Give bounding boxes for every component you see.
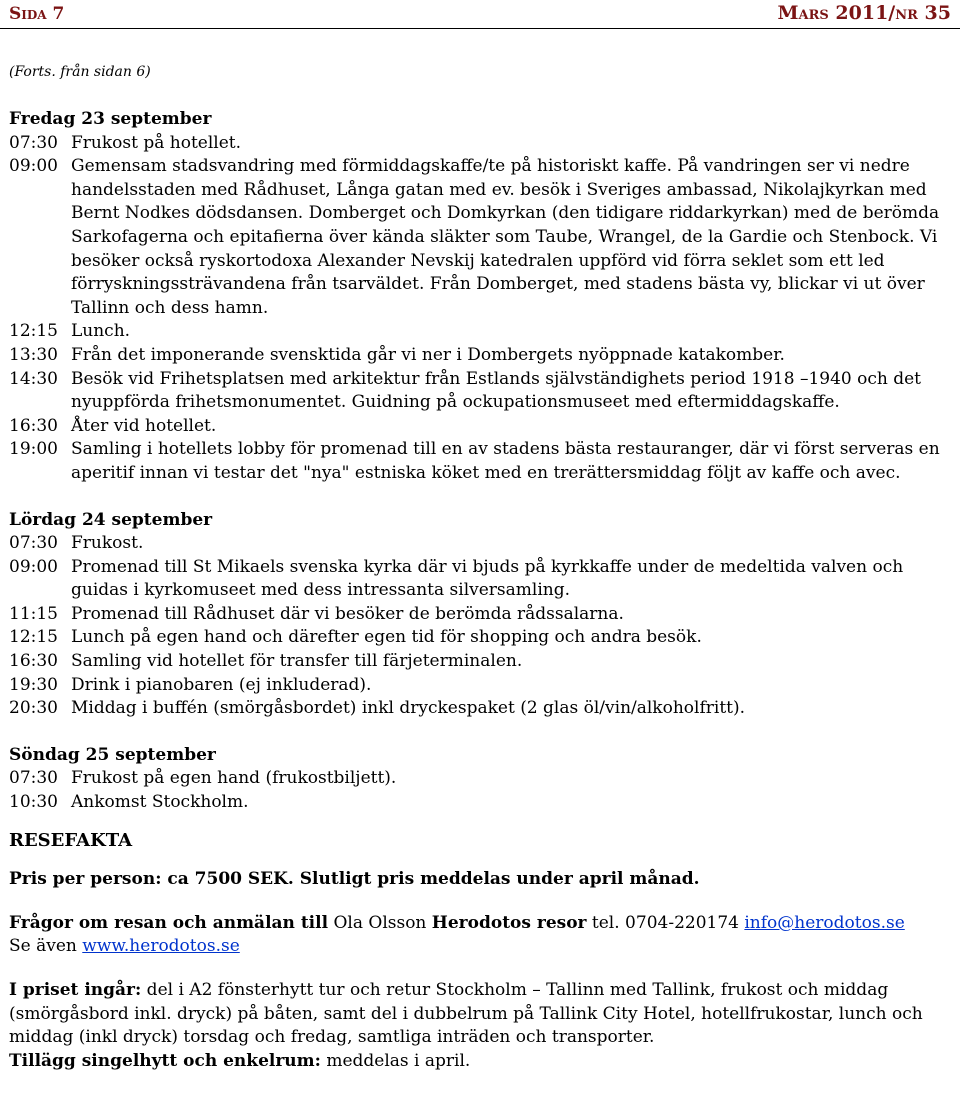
schedule-time: 20:30: [9, 698, 58, 719]
continuation-note: (Forts. från sidan 6): [9, 64, 151, 80]
schedule-row: [9, 767, 949, 791]
page-number: Sida 7: [9, 4, 65, 24]
included-paragraph: [9, 979, 949, 1050]
contact-org: Herodotos resor: [431, 912, 587, 933]
schedule-time: 14:30: [9, 368, 58, 389]
schedule-row: [9, 438, 949, 485]
included-label: I priset ingår:: [9, 980, 142, 1000]
schedule-time: 10:30: [9, 792, 58, 813]
contact-name: Ola Olsson: [328, 912, 432, 933]
schedule-text: Frukost på egen hand (frukostbiljett).: [71, 768, 397, 789]
schedule-text: Från det imponerande svensktida går vi ner i Dombergets nyöppnade katakomber.: [71, 344, 785, 365]
spacer: [9, 486, 949, 509]
schedule-row: [9, 626, 949, 650]
supplement-paragraph: [9, 1050, 949, 1074]
schedule-text: Åter vid hotellet.: [71, 415, 217, 436]
schedule-row: [9, 650, 949, 674]
schedule-time: 07:30: [9, 533, 58, 554]
schedule-row: [9, 320, 949, 344]
schedule-time: 19:00: [9, 439, 58, 460]
schedule-time: 11:15: [9, 603, 58, 624]
day-title: Söndag 25 september: [9, 744, 216, 765]
schedule-time: 13:30: [9, 344, 58, 365]
schedule-row: [9, 344, 949, 368]
schedule-row: [9, 556, 949, 603]
schedule-text: Lunch.: [71, 321, 131, 342]
contact-paragraph: [9, 912, 949, 959]
email-link[interactable]: info@herodotos.se: [744, 912, 905, 933]
schedule-text: Promenad till Rådhuset där vi besöker de berömda rådssalarna.: [71, 603, 624, 624]
schedule-row: [9, 132, 949, 156]
schedule-row: [9, 155, 949, 320]
included-text: del i A2 fönsterhytt tur och retur Stockholm – Tallinn med Tallink, frukost och middag (smörgåsbord inkl. dryck) på båten, samt del i dubbelrum på Tallink City Hotel, hotellfrukostar, lunch och middag (inkl dryck) torsdag och fredag, samtliga inträden och transporter.: [9, 980, 923, 1048]
contact-label: Frågor om resan och anmälan till: [9, 912, 329, 933]
schedule-time: 09:00: [9, 556, 58, 577]
schedule-time: 07:30: [9, 132, 58, 153]
schedule-text: Besök vid Frihetsplatsen med arkitektur från Estlands självständighets period 1918 –1940 och det nyuppförda frihetsmonumentet. Guidning på ockupationsmuseet med eftermiddagskaffe.: [71, 368, 921, 413]
schedule-row: [9, 368, 949, 415]
schedule-text: Middag i buffén (smörgåsbordet) inkl dryckespaket (2 glas öl/vin/alkoholfritt).: [71, 698, 746, 719]
issue-label: Mars 2011/nr 35: [777, 2, 951, 24]
schedule-time: 12:15: [9, 627, 58, 648]
page-header: [0, 0, 960, 29]
price-statement: Pris per person: ca 7500 SEK. Slutligt pris meddelas under april månad.: [9, 869, 700, 890]
supplement-text: meddelas i april.: [320, 1050, 471, 1071]
schedule-time: 12:15: [9, 321, 58, 342]
day-section: [9, 509, 949, 721]
schedule-time: 16:30: [9, 415, 58, 436]
schedule-time: 07:30: [9, 768, 58, 789]
website-link[interactable]: www.herodotos.se: [82, 936, 240, 957]
contact-phone: tel. 0704-220174: [586, 912, 745, 933]
schedule-row: [9, 415, 949, 439]
spacer: [9, 721, 949, 744]
schedule-row: [9, 697, 949, 721]
schedule-time: 09:00: [9, 156, 58, 177]
schedule-time: 19:30: [9, 674, 58, 695]
schedule-text: Frukost.: [71, 533, 144, 554]
schedule-text: Lunch på egen hand och därefter egen tid för shopping och andra besök.: [71, 627, 702, 648]
schedule-row: [9, 674, 949, 698]
schedule-text: Samling i hotellets lobby för promenad till en av stadens bästa restauranger, där vi först serveras en aperitif innan vi testar det "nya" estniska köket med en trerättersmiddag följt av kaffe och avec.: [71, 439, 940, 483]
schedule-text: Samling vid hotellet för transfer till färjeterminalen.: [71, 651, 523, 672]
schedule-time: 16:30: [9, 651, 58, 672]
day-section: [9, 108, 949, 486]
schedule-text: Drink i pianobaren (ej inkluderad).: [71, 674, 372, 695]
schedule-row: [9, 603, 949, 627]
supplement-label: Tillägg singelhytt och enkelrum:: [9, 1050, 321, 1071]
schedule-row: [9, 791, 949, 815]
day-section: [9, 744, 949, 815]
itinerary: [9, 108, 949, 1073]
see-also-label: Se även: [9, 936, 83, 957]
resefakta-title: RESEFAKTA: [9, 829, 133, 851]
schedule-text: Frukost på hotellet.: [71, 132, 242, 153]
schedule-text: Gemensam stadsvandring med förmiddagskaffe/te på historiskt kaffe. På vandringen ser vi nedre handelsstaden med Rådhuset, Långa gatan med ev. besök i Sveriges ambassad, Nikolajkyrkan med Bernt Nodkes dödsdansen. Domberget och Domkyrkan (den tidigare riddarkyrkan) med de berömda Sarkofagerna och epitafierna över kända släkter som Taube, Wrangel, de la Gardie och Stenbock. Vi besöker också ryskortodoxa Alexander Nevskij katedralen uppförd vid förra seklet som ett led förryskningssträvandena från tsarväldet. Från Domberget, med stadens bästa vy, blickar vi ut över Tallinn och dess hamn.: [71, 156, 940, 318]
schedule-text: Promenad till St Mikaels svenska kyrka där vi bjuds på kyrkkaffe under de medeltida valven och guidas i kyrkomuseet med dess intressanta silversamling.: [71, 556, 904, 601]
schedule-row: [9, 532, 949, 556]
day-title: Lördag 24 september: [9, 509, 213, 530]
day-title: Fredag 23 september: [9, 109, 212, 129]
schedule-text: Ankomst Stockholm.: [71, 792, 249, 813]
